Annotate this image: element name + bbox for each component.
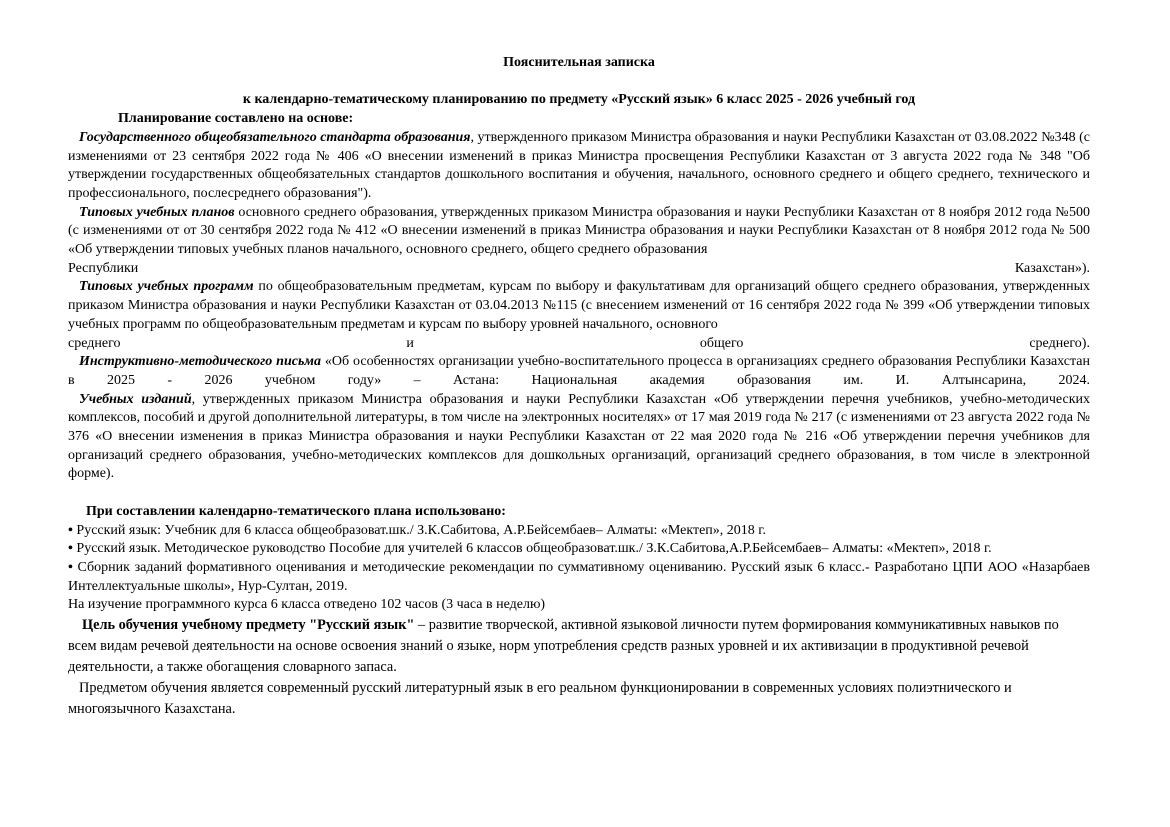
paragraph-last-line: [68, 335, 1090, 354]
source-text: Сборник заданий формативного оценивания и методические рекомендации по суммативному оцениванию. Русский язык 6 класс.- Разработано ЦПИ АОО «Назарбаев Интеллектуальные школы», Нур-Султан, 2019.: [68, 559, 1090, 594]
goal-text: – развитие творческой, активной языковой личности путем формирования коммуникативных навыков по всем видам речевой деятельности на основе освоения знаний о языке, норм употребления средств разных уровней и их активизации в продуктивной речевой деятельности, а также обогащения словарного запаса.: [68, 617, 1059, 676]
goal-lead: Цель обучения учебному предмету "Русский язык": [82, 617, 415, 634]
bullet-icon: [68, 560, 78, 575]
source-item-method-guide: [68, 540, 1090, 559]
source-item-assessment-collection: [68, 559, 1090, 596]
subject-note: Предметом обучения является современный русский литературный язык в его реальном функционировании в современных условиях полиэтнического и многоязычного Казахстана.: [68, 680, 1012, 718]
paragraph-lead: Типовых учебных программ: [79, 279, 254, 295]
last-line-word: среднего: [68, 335, 121, 351]
last-line-word: общего: [699, 335, 744, 351]
paragraph-model-programs: [68, 278, 1090, 334]
document-subtitle: к календарно-тематическому планированию по предмету «Русский язык» 6 класс 2025 - 2026 учебный год: [242, 92, 916, 108]
goal-paragraph: [68, 615, 1090, 678]
paragraph-lead: Учебных изданий: [79, 391, 192, 407]
paragraph-state-standard: [68, 129, 1090, 204]
paragraph-text: , утвержденного приказом Министра образования и науки Республики Казахстан от 03.08.2022 №348 (с изменениями от 23 сентября 2022 года № 406 «О внесении изменений в приказ Министра просвещения Республики Казахстан от 3 августа 2022 года № 348 "Об утверждении государственных общеобязательных стандартов дошкольного воспитания и обучения, начального, основного среднего и общего среднего, технического и профессионального, послесреднего образования").: [68, 129, 1090, 201]
paragraph-lead: Типовых учебных планов: [79, 204, 235, 220]
page-title: Пояснительная записка: [503, 55, 655, 70]
paragraph-textbooks: [68, 391, 1090, 485]
paragraph-last-line: [68, 260, 1090, 279]
hours-note: На изучение программного курса 6 класса отведено 102 часов (3 часа в неделю): [68, 597, 546, 613]
last-line-word: и: [406, 335, 414, 351]
paragraph-text: по общеобразовательным предметам, курсам по выбору и факультативам для организаций общего среднего образования, утвержденных приказом Министра образования и науки Республики Казахстан от 03.04.2013 №115 (с внесением изменений от 16 сентября 2022 года № 399 «Об утверждении типовых учебных программ по общеобразовательным предметам и курсам по выбору уровней начального, основного: [68, 279, 1090, 332]
goal-section: [68, 615, 1090, 720]
paragraph-text: «Об особенностях организации учебно-воспитательного процесса в организациях среднего образования Республики Казахстан в 2025 - 2026 учебном году» – Астана: Национальная академия образования им. И. Алтынсарина, 2024.: [68, 354, 1090, 388]
paragraph-text: основного среднего образования, утвержденных приказом Министра образования и науки Республики Казахстан от 8 ноября 2012 года №500 (с изменениями от от 30 сентября 2022 года № 412 «О внесении изменений в приказ Министра образования и науки Республики Казахстан от 8 ноября 2012 года № 500 «Об утверждении типовых учебных планов начального, основного среднего, общего среднего образования: [68, 204, 1090, 258]
paragraph-lead: Инструктивно-методического письма: [79, 354, 321, 370]
paragraph-model-plans: [68, 204, 1090, 260]
last-line-word: Республики: [68, 260, 139, 276]
paragraph-lead: Государственного общеобязательного стандарта образования: [79, 129, 471, 145]
source-text: Русский язык: Учебник для 6 класса общеобразоват.шк./ З.К.Сабитова, А.Р.Бейсембаев– Алматы: «Мектеп», 2018 г.: [76, 522, 766, 538]
paragraph-text: , утвержденных приказом Министра образования и науки Республики Казахстан «Об утверждении перечня учебников, учебно-методических комплексов, пособий и другой дополнительной литературы, в том числе на электронных носителях» от 17 мая 2019 года № 217 (с изменениями от 23 августа 2022 года № 376 «О внесении изменения в приказ Министра образования и науки Республики Казахстан от 22 мая 2020 года № 216 «Об утверждении перечня учебников для организаций среднего образования, учебно-методических комплексов для дошкольных организаций, организаций среднего образования, в том числе в электронной форме).: [68, 391, 1090, 482]
source-text: Русский язык. Методическое руководство Пособие для учителей 6 классов общеобразоват.шк./ З.К.Сабитова,А.Р.Бейсембаев– Алматы: «Мектеп», 2018 г.: [76, 541, 992, 557]
last-line-word: Казахстан»).: [1014, 260, 1090, 276]
basis-heading: Планирование составлено на основе:: [118, 111, 354, 127]
source-item-textbook: [68, 522, 1090, 541]
last-line-word: среднего).: [1029, 335, 1090, 351]
sources-heading: При составлении календарно-тематического плана использовано:: [86, 503, 506, 519]
paragraph-instructive-letter: [68, 353, 1090, 390]
